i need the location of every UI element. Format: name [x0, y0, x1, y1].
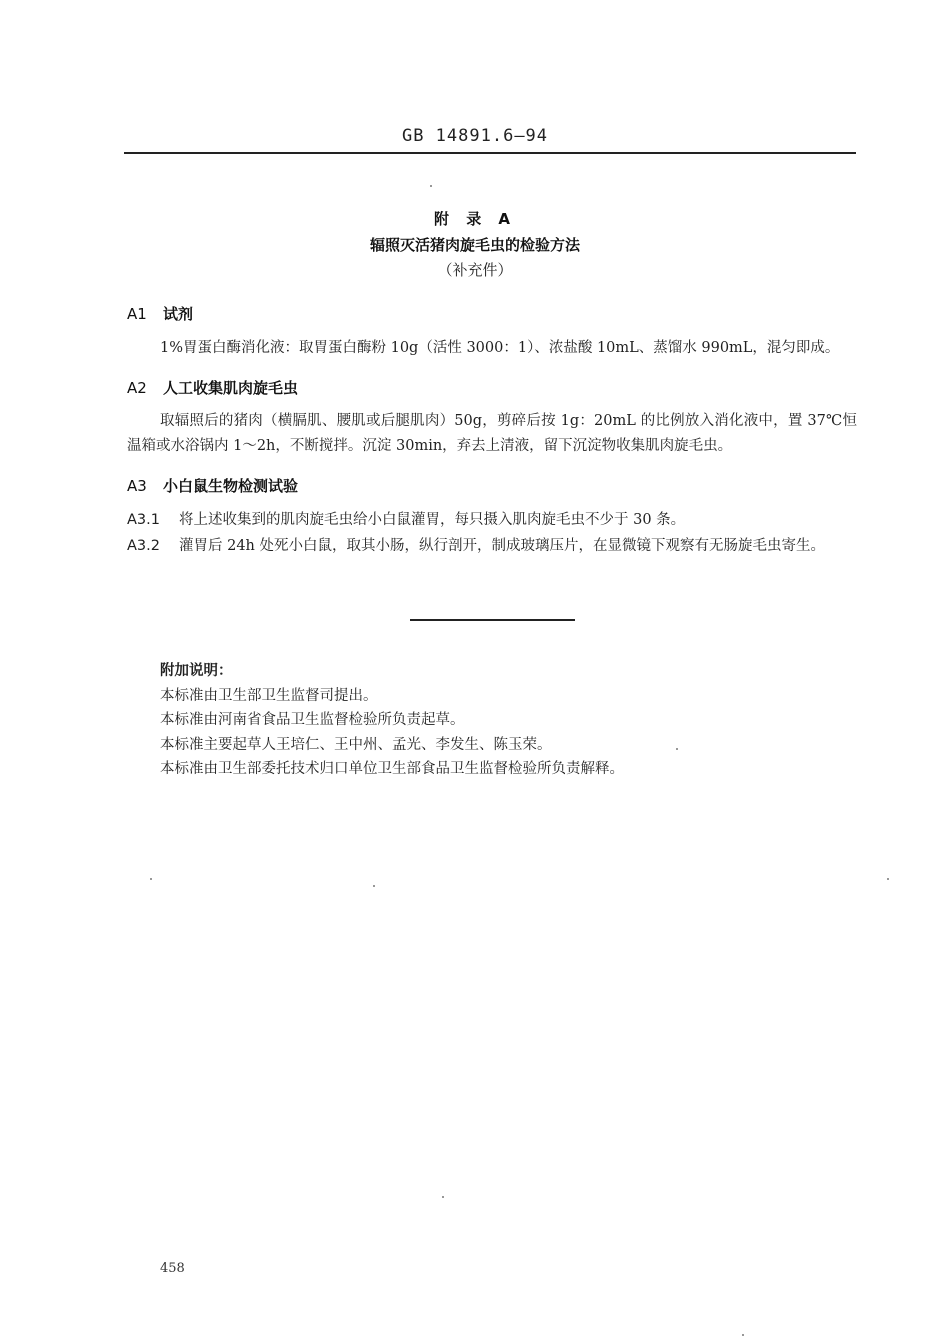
section-a3-number: A3: [127, 477, 147, 495]
scan-speck: [150, 878, 152, 880]
header-rule: [124, 152, 856, 154]
section-a1-title: 试剂: [163, 305, 194, 323]
notes-line: 本标准由卫生部卫生监督司提出。: [160, 687, 378, 704]
section-a3-item-2: [127, 534, 857, 559]
section-a1-body: 1%胃蛋白酶消化液：取胃蛋白酶粉 10g（活性 3000：1）、浓盐酸 10mL、蒸馏水 990mL，混匀即成。: [160, 340, 840, 356]
section-a3-heading: [127, 475, 298, 496]
appendix-subtitle: （补充件）: [437, 261, 513, 279]
appendix-label: 附 录 A: [433, 210, 517, 228]
section-a3-item-1-number: A3.1: [127, 512, 160, 528]
section-a1-number: A1: [127, 305, 147, 323]
standard-code-header: GB 14891.6—94: [401, 126, 549, 146]
scan-speck: [373, 885, 375, 887]
section-a1-heading: [127, 303, 193, 324]
notes-line: 本标准主要起草人王培仁、王中州、孟光、李发生、陈玉荣。: [160, 736, 552, 753]
section-a2-title: 人工收集肌肉旋毛虫: [163, 379, 299, 397]
section-a3-item-1-text: 将上述收集到的肌肉旋毛虫给小白鼠灌胃，每只摄入肌肉旋毛虫不少于 30 条。: [179, 512, 686, 528]
notes-line: 本标准由卫生部委托技术归口单位卫生部食品卫生监督检验所负责解释。: [160, 761, 624, 777]
scan-speck: [442, 1196, 444, 1198]
additional-notes: [160, 659, 810, 782]
section-divider: [410, 619, 575, 621]
scan-speck: [887, 878, 889, 880]
section-a2-number: A2: [127, 379, 147, 397]
scan-speck: [430, 185, 432, 187]
notes-line: 本标准由河南省食品卫生监督检验所负责起草。: [160, 712, 465, 728]
section-a2-body: 取辐照后的猪肉（横膈肌、腰肌或后腿肌肉）50g，剪碎后按 1g：20mL 的比例放入消化液中，置 37℃恒温箱或水浴锅内 1～2h，不断搅拌。沉淀 30min，弃去上清液，留下沉淀物收集肌肉旋毛虫。: [127, 413, 857, 454]
notes-title: 附加说明：: [160, 663, 233, 679]
appendix-title: 辐照灭活猪肉旋毛虫的检验方法: [369, 236, 580, 254]
section-a2-heading: [127, 377, 298, 398]
page-number: 458: [160, 1261, 185, 1276]
scan-speck: [676, 748, 678, 750]
section-a3-item-2-text: 灌胃后 24h 处死小白鼠，取其小肠，纵行剖开，制成玻璃压片，在显微镜下观察有无肠旋毛虫寄生。: [179, 538, 826, 554]
section-a3-title: 小白鼠生物检测试验: [163, 477, 299, 495]
scan-speck: [742, 1334, 744, 1336]
section-a3-item-2-number: A3.2: [127, 538, 160, 554]
section-a3-item-1: [127, 508, 857, 533]
